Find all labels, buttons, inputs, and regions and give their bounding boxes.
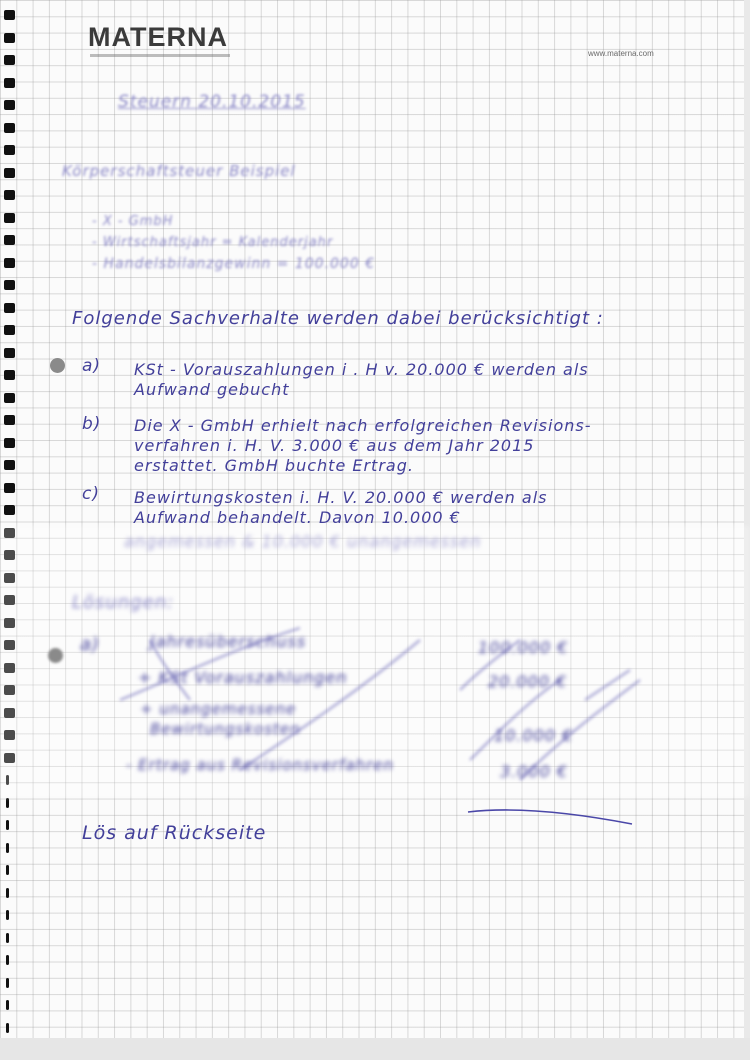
solution-row-label: - Ertrag aus Revisionsverfahren xyxy=(126,756,394,774)
pen-slash xyxy=(240,640,420,770)
fact-line: - X - GmbH xyxy=(92,214,174,229)
item-c-line: Bewirtungskosten i. H. V. 20.000 € werden als xyxy=(134,488,548,507)
item-a-line: KSt - Vorauszahlungen i . H v. 20.000 € werden als xyxy=(134,360,589,379)
pen-slash xyxy=(120,628,300,700)
item-b-line: Die X - GmbH erhielt nach erfolgreichen Revisions- xyxy=(134,416,592,435)
solution-row-amount: 20.000 € xyxy=(488,672,568,691)
solution-row-label: Bewirtungskosten xyxy=(150,720,301,738)
pen-slash xyxy=(460,640,520,690)
item-letter: b) xyxy=(82,414,102,434)
solution-row-label: Jahresüberschuss xyxy=(150,632,307,651)
solution-row-amount: 3.000 € xyxy=(500,762,569,781)
item-a-line: Aufwand gebucht xyxy=(134,380,290,399)
item-b-line: verfahren i. H. V. 3.000 € aus dem Jahr 2015 xyxy=(134,436,535,455)
pen-underline xyxy=(468,810,632,824)
solution-row-label: + KSt Vorauszahlungen xyxy=(138,668,348,687)
pen-slash xyxy=(585,670,630,700)
date-line: Steuern 20.10.2015 xyxy=(118,92,306,112)
pen-slash xyxy=(470,680,560,760)
topic-line: Körperschaftsteuer Beispiel xyxy=(62,162,296,180)
solutions-heading: Lösungen: xyxy=(72,592,175,613)
item-letter: c) xyxy=(82,484,100,504)
item-letter: a) xyxy=(82,356,102,376)
header-url: www.materna.com xyxy=(588,49,654,58)
solution-row-amount: 100.000 € xyxy=(478,638,569,657)
solution-row-amount: 10.000 € xyxy=(494,726,574,745)
intro-line: Folgende Sachverhalte werden dabei berücksichtigt : xyxy=(72,308,604,329)
fact-line: - Wirtschaftsjahr = Kalenderjahr xyxy=(92,235,334,250)
materna-logo: MATERNA xyxy=(88,22,228,52)
item-c-line: Aufwand behandelt. Davon 10.000 € xyxy=(134,508,461,527)
solution-letter: a) xyxy=(80,634,101,655)
footer-line: Lös auf Rückseite xyxy=(82,822,267,844)
item-b-line: erstattet. GmbH buchte Ertrag. xyxy=(134,456,414,475)
item-c-line: angemessen & 10.000 € unangemessen xyxy=(124,532,482,551)
solution-row-label: + unangemessene xyxy=(140,700,297,718)
fact-line: - Handelsbilanzgewinn = 100.000 € xyxy=(92,256,376,272)
pen-slash xyxy=(150,640,190,700)
